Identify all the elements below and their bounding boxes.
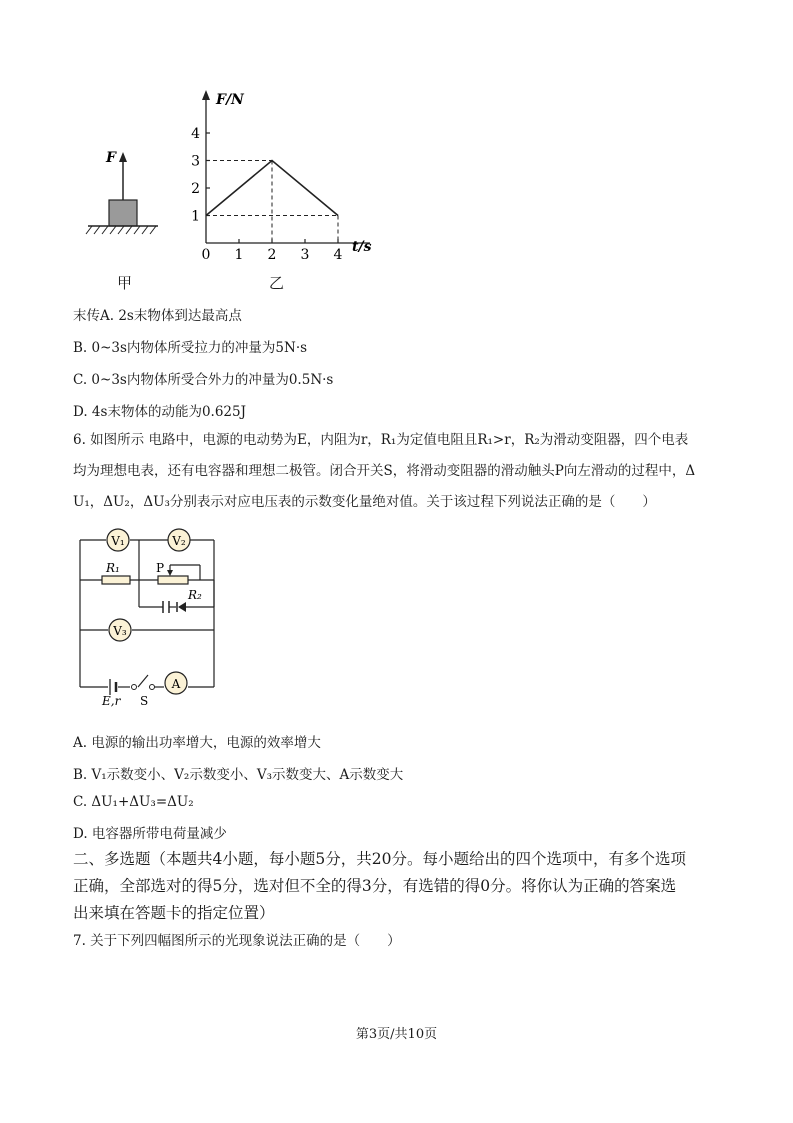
section-2-line-1: 二、多选题（本题共4小题，每小题5分，共20分。每小题给出的四个选项中，有多个选项: [73, 850, 686, 868]
resistor-r1: [102, 576, 130, 584]
q6-option-c: C. ΔU₁+ΔU₃=ΔU₂: [73, 794, 194, 810]
switch-contact-2: [150, 685, 155, 690]
block: [109, 200, 137, 226]
caption-yi: 乙: [269, 274, 285, 292]
figure-jia: [80, 140, 170, 240]
q6-stem: [73, 425, 733, 518]
x-axis-label: t/s: [352, 239, 372, 255]
x-tick-label: 1: [234, 247, 244, 263]
switch-label: S: [140, 694, 149, 708]
y-axis-arrow: [202, 90, 210, 100]
slider-p: [167, 570, 173, 576]
y-tick-label: 1: [191, 208, 200, 225]
x-tick-label: 4: [333, 247, 343, 263]
caption-jia: 甲: [117, 274, 133, 292]
rheostat-r2: [158, 576, 188, 584]
r1-label: R₁: [106, 561, 120, 575]
force-label: F: [106, 150, 116, 166]
circuit-diagram: [68, 525, 238, 710]
y-tick-label: 2: [191, 181, 200, 197]
diode: [178, 602, 186, 612]
q7-stem: 7. 关于下列四幅图所示的光现象说法正确的是（ ）: [73, 933, 401, 949]
y-tick-label: 4: [191, 126, 200, 142]
y-tick-label: 3: [191, 153, 200, 170]
q6-stem-line-1: 6. 如图所示 电路中，电源的电动势为E，内阻为r，R₁为定值电阻且R₁>r，R₂为滑动变阻器，四个电表: [73, 432, 689, 448]
q5-option-d: D. 4s末物体的动能为0.625J: [73, 404, 247, 420]
q5-option-a: 末传A. 2s末物体到达最高点: [73, 308, 242, 324]
v2-label: V₂: [172, 534, 186, 548]
v1-label: V₁: [111, 534, 125, 548]
q6-stem-line-2: 均为理想电表，还有电容器和理想二极管。闭合开关S，将滑动变阻器的滑动触头P向左滑动的过程中，Δ: [73, 463, 696, 479]
force-arrow-head: [119, 152, 127, 162]
ammeter-label: A: [171, 677, 181, 691]
y-axis-label: F/N: [216, 92, 244, 108]
q6-option-d: D. 电容器所带电荷量减少: [73, 826, 227, 842]
q5-option-b: B. 0~3s内物体所受拉力的冲量为5N·s: [73, 340, 308, 356]
q6-option-a: A. 电源的输出功率增大，电源的效率增大: [73, 735, 321, 751]
q5-option-c: C. 0~3s内物体所受合外力的冲量为0.5N·s: [73, 372, 334, 388]
section-2-instructions: [73, 846, 733, 927]
section-2-line-3: 出来填在答题卡的指定位置）: [73, 904, 275, 922]
x-tick-label: 3: [300, 247, 310, 263]
ground-hatching: [86, 226, 156, 234]
x-tick-label: 2: [267, 247, 277, 263]
page-footer: 第3页/共10页: [355, 1027, 438, 1042]
figure-yi-chart: [190, 88, 390, 263]
slider-p-label: P: [156, 561, 165, 575]
section-2-line-2: 正确，全部选对的得5分，选对但不全的得3分，有选错的得0分。将你认为正确的答案选: [73, 877, 677, 895]
source-label: E,r: [102, 694, 121, 708]
v3-label: V₃: [113, 624, 127, 638]
q6-stem-line-3: U₁，ΔU₂，ΔU₃分别表示对应电压表的示数变化量绝对值。关于该过程下列说法正确的是（ ）: [73, 494, 656, 510]
q6-option-b: B. V₁示数变小、V₂示数变小、V₃示数变大、A示数变大: [73, 767, 404, 783]
x-tick-label: 0: [201, 247, 211, 263]
switch-contact-1: [132, 685, 137, 690]
r2-label: R₂: [188, 588, 202, 602]
